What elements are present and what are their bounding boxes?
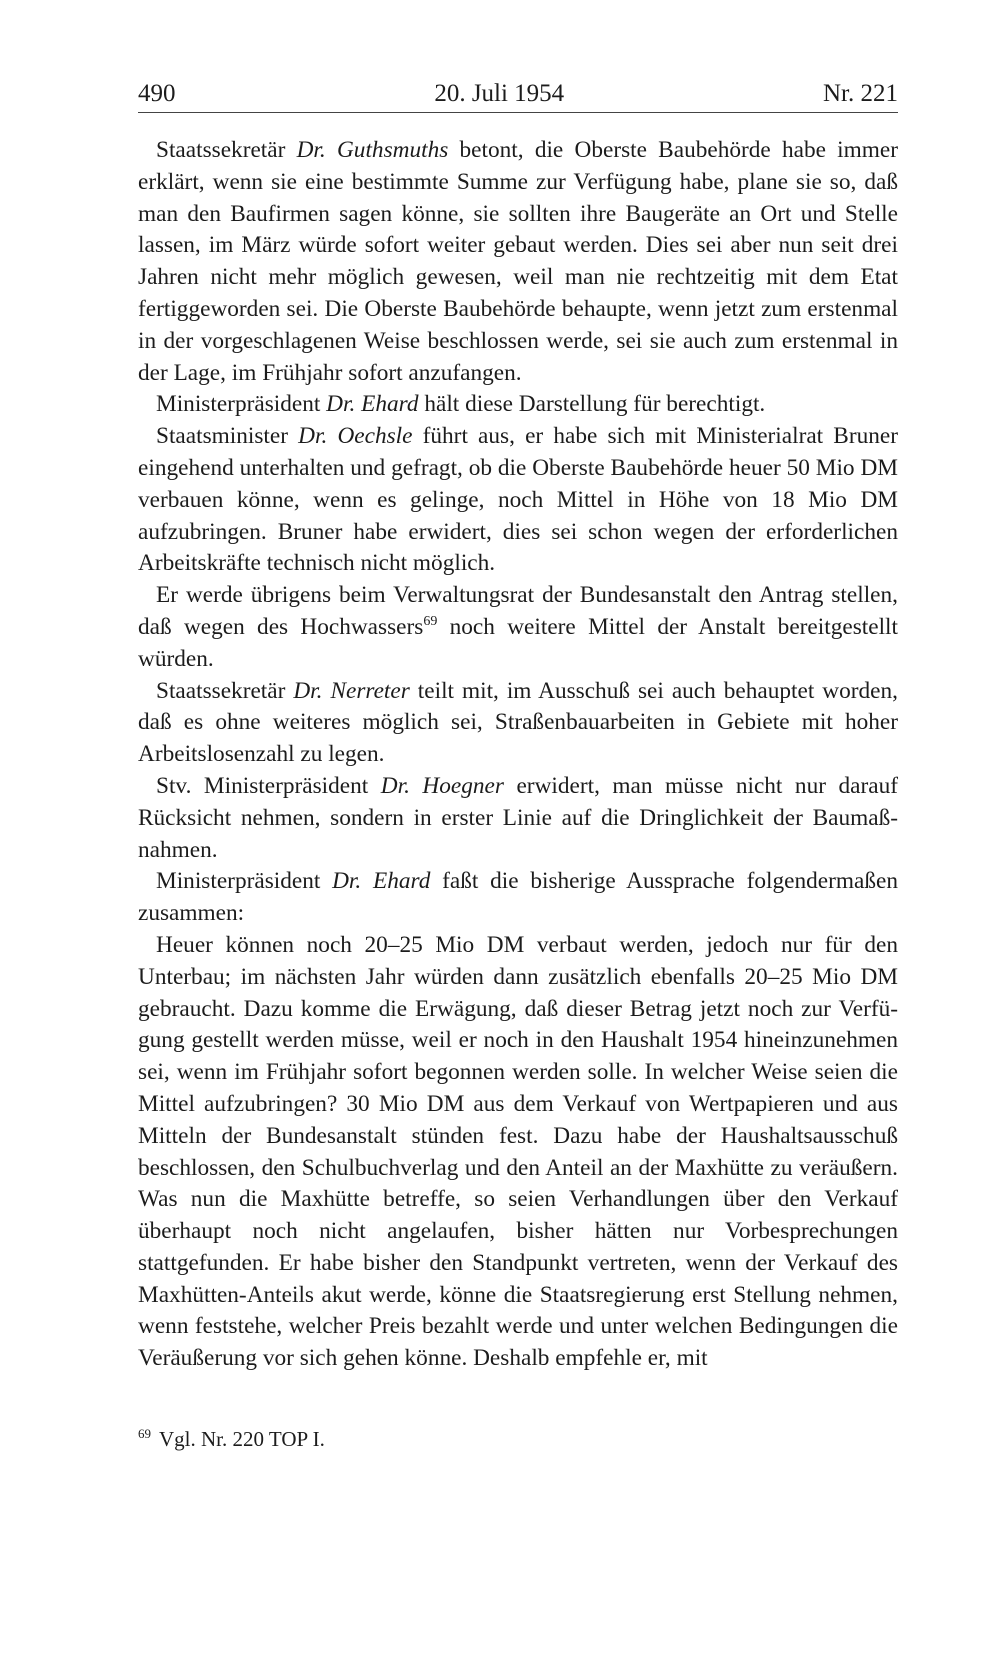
speaker-name: Dr. Ehard [326, 391, 419, 418]
paragraph [138, 580, 898, 675]
speaker-title: Staatssekretär [156, 137, 286, 163]
speaker-title: Ministerpräsident [156, 391, 321, 418]
speaker-title: Stv. Ministerpräsident [156, 772, 369, 799]
speaker-title: Staatssekretär [156, 677, 286, 704]
speaker-name: Dr. Oechsle [298, 423, 413, 450]
document-number: Nr. 221 [823, 80, 898, 107]
paragraph-text: Er werde übrigens beim Verwaltungsrat der Bundesanstalt den Antrag stellen, daß wegen des Hochwassers [138, 582, 898, 640]
speaker-name: Dr. Hoegner [380, 772, 504, 799]
paragraph [138, 866, 898, 930]
speaker-name: Dr. Nerreter [293, 677, 410, 704]
header-date: 20. Juli 1954 [434, 80, 565, 107]
paragraph-text: teilt mit, im Ausschuß sei auch behauptet worden, daß es ohne weiteres möglich sei, Straßenbauarbeiten in Gebiete mit hoher Arbeitslosenzahl zu legen. [138, 677, 898, 768]
speaker-name: Dr. Guthsmuths [296, 137, 449, 163]
running-header [138, 80, 898, 113]
paragraph-text: führt aus, er habe sich mit Ministerialrat Bruner eingehend unterhalten und gefragt, ob die Oberste Baubehörde heuer 50 Mio DM verbauen könne, wenn es gelinge, noch Mittel in Höhe von 18 Mio DM aufzubringen. Bruner habe erwidert, dies sei schon wegen der erforderlichen Arbeitskräfte technisch nicht möglich. [138, 423, 898, 577]
footnote-text: Vgl. Nr. 220 TOP I. [159, 1427, 325, 1451]
speaker-name: Dr. Ehard [332, 868, 431, 895]
paragraph-text: Heuer können noch 20–25 Mio DM verbaut werden, jedoch nur für den Unterbau; im nächsten Jahr würden dann zusätzlich ebenfalls 20–25 Mio DM gebraucht. Dazu komme die Erwägung, daß dieser Betrag jetzt noch zur Verfügung gestellt werden müsse, weil er noch in den Haushalt 1954 hineinzunehmen sei, wenn im Frühjahr sofort begonnen werden solle. In welcher Weise seien die Mittel aufzubringen? 30 Mio DM aus dem Verkauf von Wertpapieren und aus Mitteln der Bundesanstalt stünden fest. Dazu habe der Haushaltsausschuß beschlossen, den Schulbuchverlag und den Anteil an der Maxhütte zu veräußern. Was nun die Maxhütte betreffe, so seien Verhandlungen über den Verkauf überhaupt noch nicht angelaufen, bisher hätten nur Vorbesprechungen stattgefunden. Er habe bisher den Standpunkt vertreten, wenn der Verkauf des Maxhütten-Anteils akut werde, könne die Staatsregierung erst Stellung nehmen, wenn feststehe, welcher Preis bezahlt werde und unter welchen Bedingungen die Veräußerung vor sich gehen könne. Deshalb empfehle er, mit [138, 931, 898, 1372]
paragraph-text: faßt die bisherige Aussprache folgendermaßen zusammen: [138, 868, 898, 927]
paragraph-text: erwidert, man müsse nicht nur darauf Rücksicht nehmen, sondern in erster Linie auf die Dringlichkeit der Baumaßnahmen. [138, 772, 898, 863]
speaker-title: Staatsminister [156, 423, 289, 450]
document-page [138, 80, 898, 1375]
footnote [138, 1425, 898, 1453]
paragraph [138, 930, 898, 1375]
speaker-title: Ministerpräsident [156, 868, 321, 895]
paragraph [138, 771, 898, 866]
paragraph [138, 389, 898, 421]
footnote-number: 69 [138, 1426, 151, 1441]
body-text [138, 135, 898, 1375]
paragraph [138, 135, 898, 389]
paragraph-text: betont, die Oberste Baubehörde habe immer erklärt, wenn sie eine bestimmte Summe zur Verfügung habe, plane sie so, daß man den Baufirmen sagen könne, sie sollten ihre Baugeräte an Ort und Stelle lassen, im März würde sofort weiter gebaut werden. Dies sei aber nun seit drei Jahren nicht mehr möglich gewesen, weil man nie rechtzeitig mit dem Etat fertiggeworden sei. Die Oberste Baubehörde behaupte, wenn jetzt zum erstenmal in der vorgeschlagenen Weise beschlossen werde, sei sie auch zum erstenmal in der Lage, im Frühjahr sofort anzufangen. [138, 137, 898, 386]
paragraph [138, 421, 898, 580]
paragraph-text: hält diese Darstellung für berechtigt. [418, 391, 766, 418]
paragraph [138, 676, 898, 771]
paragraph-text: noch weitere Mittel der Anstalt bereitgestellt würden. [138, 613, 898, 672]
footnote-reference[interactable]: 69 [423, 613, 438, 629]
page-number: 490 [138, 80, 176, 107]
